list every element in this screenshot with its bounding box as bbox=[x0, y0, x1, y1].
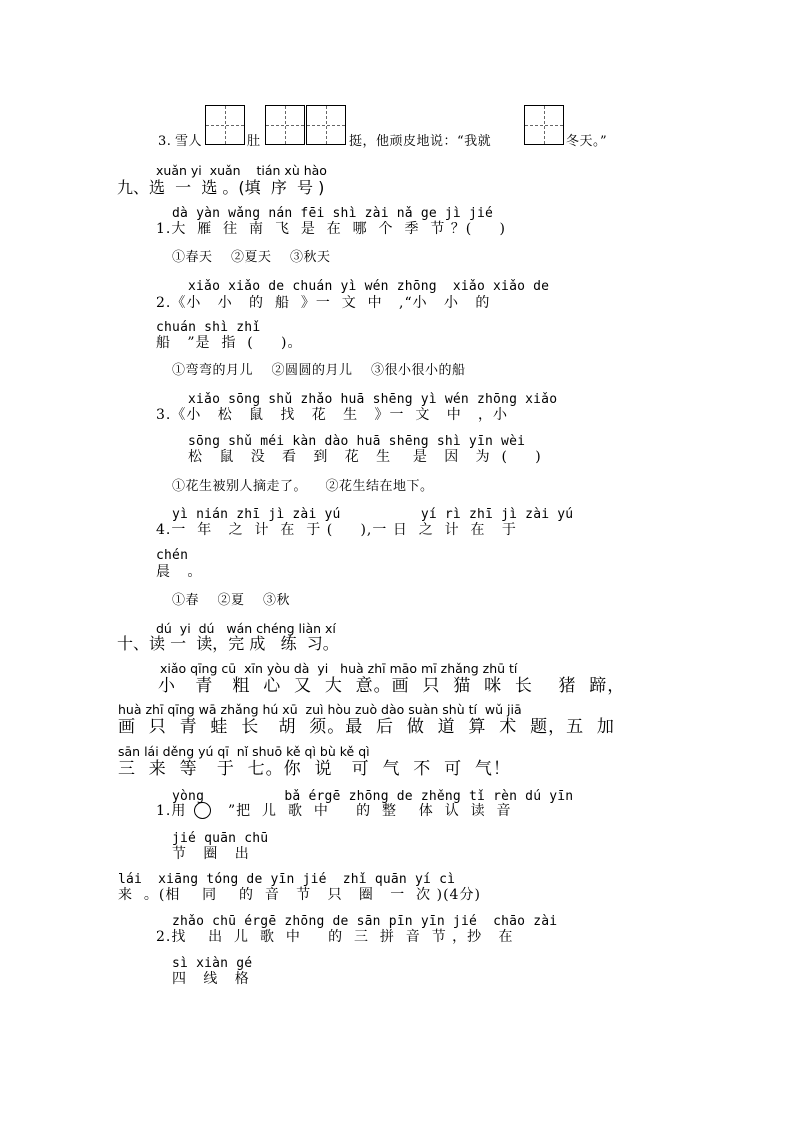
section-ten-pinyin: dú yi dú wán chéng liàn xí bbox=[156, 621, 336, 636]
q9-4-text-2: 晨 。 bbox=[156, 564, 203, 580]
q9-3-text-2: 松 鼠 没 看 到 花 生 是 因 为 ( ) bbox=[188, 449, 542, 465]
q10-1-text-2: 节 圈 出 bbox=[172, 846, 250, 862]
q10-2-text-2: 四 线 格 bbox=[172, 971, 250, 987]
q8-3-text-4: 冬天。” bbox=[566, 134, 608, 149]
q10-1-pinyin: yòng bǎ érgē zhōng de zhěng tǐ rèn dú yīn bbox=[172, 789, 574, 804]
q9-1-options: ①春天 ②夏天 ③秋天 bbox=[172, 250, 331, 265]
q9-3-options: ①花生被别人摘走了。 ②花生结在地下。 bbox=[172, 479, 434, 494]
q8-3-text-1: 雪人 bbox=[175, 134, 203, 149]
q9-2-pinyin: xiǎo xiǎo de chuán yì wén zhōng xiǎo xiǎo de bbox=[188, 279, 550, 294]
poem-line-2-pinyin: huà zhī qīng wā zhǎng hú xū zuì hòu zuò dào suàn shù tí wǔ jiā bbox=[118, 702, 522, 717]
q9-2-pinyin-2: chuán shì zhǐ bbox=[156, 320, 261, 335]
q9-2-options: ①弯弯的月儿 ②圆圆的月儿 ③很小很小的船 bbox=[172, 363, 466, 378]
q10-2-text: 2.找 出 儿 歌 中 的 三 拼 音 节 ，抄 在 bbox=[156, 929, 514, 945]
q9-3-pinyin-2: sōng shǔ méi kàn dào huā shēng shì yīn wèi bbox=[188, 434, 526, 449]
q8-3-text-2: 肚 bbox=[247, 134, 261, 149]
q9-1-text: 1.大 雁 往 南 飞 是 在 哪 个 季 节 ？( ) bbox=[156, 221, 506, 237]
poem-line-3-pinyin: sān lái děng yú qī nǐ shuō kě qì bù kě qì bbox=[118, 744, 370, 759]
tianzige-box[interactable] bbox=[524, 105, 564, 145]
q9-4-text: 4.一 年 之 计 在 于 ( ),一 日 之 计 在 于 bbox=[156, 522, 517, 538]
q8-3-text-3: 挺，他顽皮地说：“我就 bbox=[349, 134, 492, 149]
section-ten-heading: 十、读 一 读，完 成 练 习。 bbox=[117, 634, 339, 653]
q9-2-text: 2.《小 小 的 船 》一 文 中 ,“小 小 的 bbox=[156, 295, 491, 311]
q9-3-pinyin: xiǎo sōng shǔ zhǎo huā shēng yì wén zhōng xiǎo bbox=[188, 392, 558, 407]
q9-2-text-2: 船 ”是 指 ( )。 bbox=[156, 335, 303, 351]
q9-4-pinyin-2: chén bbox=[156, 548, 189, 563]
q9-1-pinyin: dà yàn wǎng nán fēi shì zài nǎ ge jì jié bbox=[172, 206, 494, 221]
q10-1-pinyin-3: lái xiāng tóng de yīn jié zhǐ quān yí cì bbox=[118, 872, 456, 887]
tianzige-box[interactable] bbox=[306, 105, 346, 145]
q9-4-options: ①春 ②夏 ③秋 bbox=[172, 593, 291, 608]
q10-1-text-a: 1.用 bbox=[156, 803, 187, 819]
q8-3-number: 3. bbox=[158, 134, 172, 149]
circle-icon bbox=[194, 802, 211, 819]
q10-2-pinyin-2: sì xiàn gé bbox=[172, 956, 253, 971]
q9-3-text: 3.《小 松 鼠 找 花 生 》一 文 中 ，小 bbox=[156, 407, 509, 423]
poem-line-3: 三 来 等 于 七。你 说 可 气 不 可 气！ bbox=[118, 759, 511, 779]
q9-4-pinyin: yì nián zhī jì zài yú yí rì zhī jì zài yú bbox=[172, 507, 574, 522]
poem-line-1: 小 青 粗 心 又 大 意。画 只 猫 咪 长 猪 蹄， bbox=[158, 676, 626, 696]
section-nine-heading: 九、选 一 选 。(填 序 号 ) bbox=[117, 178, 325, 197]
q10-1-text-3: 来 。(相 同 的 音 节 只 圈 一 次 )(4分) bbox=[118, 887, 481, 903]
section-nine-pinyin: xuǎn yi xuǎn tián xù hào bbox=[156, 163, 327, 178]
q10-2-pinyin: zhǎo chū érgē zhōng de sān pīn yīn jié chāo zài bbox=[172, 914, 558, 929]
q10-1-pinyin-2: jié quān chū bbox=[172, 831, 269, 846]
poem-line-2: 画 只 青 蛙 长 胡 须。最 后 做 道 算 术 题，五 加 bbox=[118, 717, 615, 737]
q10-1-text-b: ”把 儿 歌 中 的 整 体 认 读 音 bbox=[228, 803, 512, 819]
tianzige-box[interactable] bbox=[205, 105, 245, 145]
poem-line-1-pinyin: xiǎo qīng cū xīn yòu dà yi huà zhī māo mī zhǎng zhū tí bbox=[160, 661, 518, 676]
tianzige-box[interactable] bbox=[265, 105, 305, 145]
